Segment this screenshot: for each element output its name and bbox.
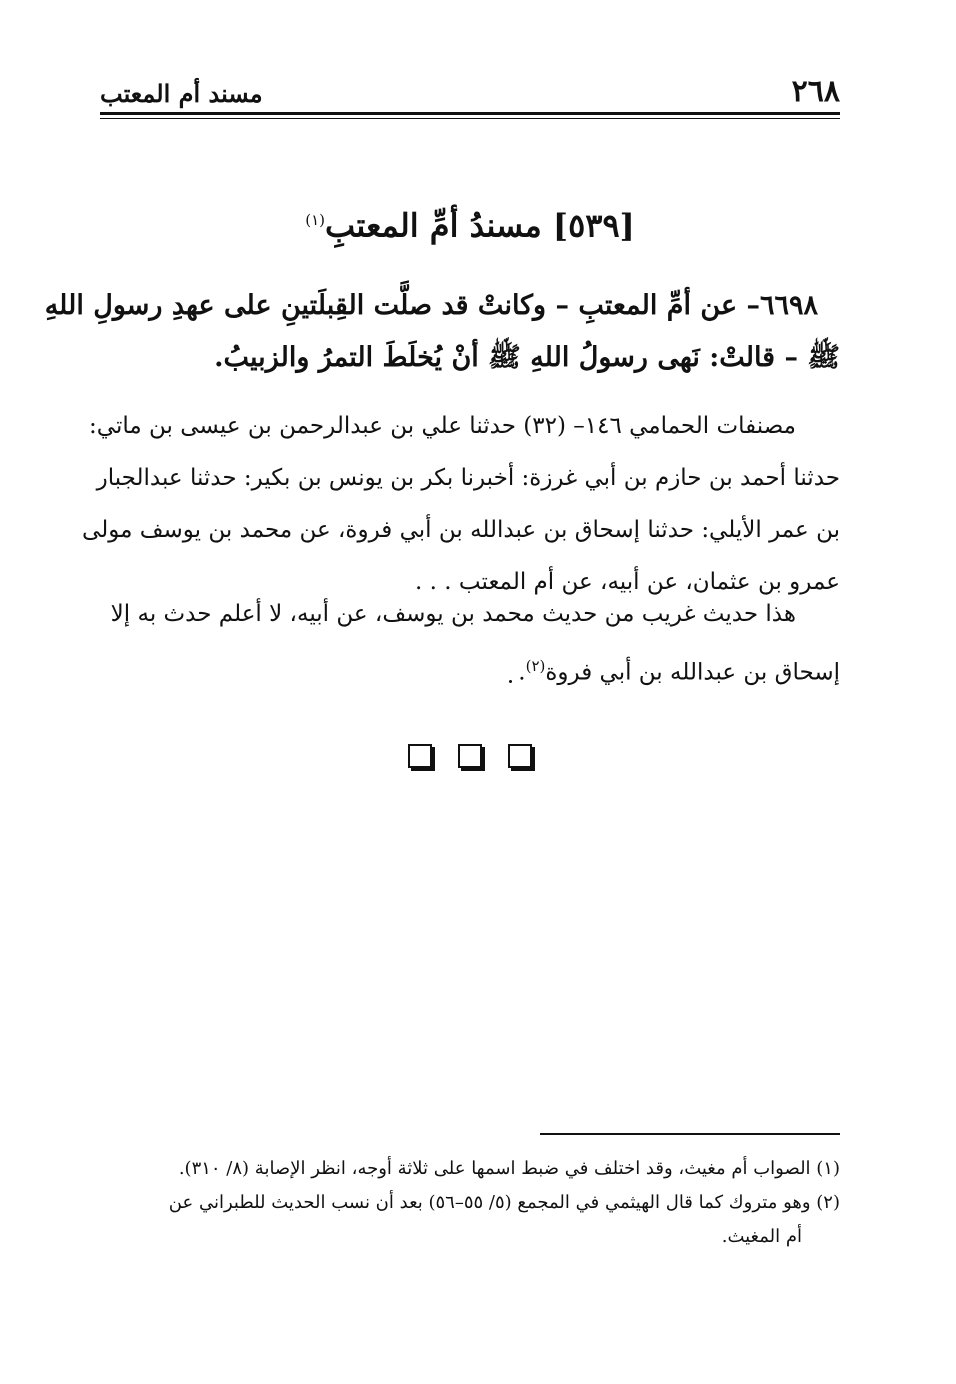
source-chain: [82, 400, 840, 608]
comment-line: [100, 640, 840, 699]
source-line: حدثنا أحمد بن حازم بن أبي غرزة: أخبرنا بكر بن يونس بن بكير: حدثنا عبدالجبار: [96, 465, 840, 491]
header-rule-thick: [100, 112, 840, 115]
footnote-line: (١) الصواب أم مغيث، وقد اختلف في ضبط اسمها على ثلاثة أوجه، انظر الإصابة (٨/ ٣١٠).: [178, 1158, 840, 1179]
section-separator: [100, 744, 840, 772]
footnotes: [100, 1152, 840, 1254]
heading-footnote-marker[interactable]: (١): [305, 211, 325, 229]
comment-line-end: .: [518, 659, 526, 686]
footnote-line: (٢) وهو متروك كما قال الهيثمي في المجمع (٥/ ٥٥–٥٦) بعد أن نسب الحديث للطبراني عن: [168, 1192, 840, 1213]
footnote-line: أم المغيث.: [721, 1226, 802, 1247]
header-rule-thin: [100, 118, 840, 119]
comment-footnote-marker[interactable]: (٢): [525, 657, 546, 675]
hadith-line: ٦٦٩٨– عن أمِّ المعتبِ – وكانتْ قد صلَّت القِبلَتينِ على عهدِ رسولِ اللهِ: [44, 290, 818, 321]
page-number: ٢٦٨: [791, 74, 840, 109]
section-heading: [100, 196, 840, 250]
hadith-line: ﷺ – قالتْ: نَهى رسولُ اللهِ ﷺ أنْ يُخلَطَ التمرُ والزبيبُ.: [214, 342, 840, 373]
separator-square: [508, 744, 532, 768]
source-line: بن عمر الأيلي: حدثنا إسحاق بن عبدالله بن أبي فروة، عن محمد بن يوسف مولى: [82, 517, 840, 543]
source-line: مصنفات الحمامي ١٤٦– (٣٢) حدثنا علي بن عبدالرحمن بن عيسى بن ماتي:: [89, 413, 796, 439]
hadith-text: [44, 280, 840, 384]
stray-dot: [509, 680, 512, 683]
comment-line-text: إسحاق بن عبدالله بن أبي فروة: [545, 659, 840, 686]
separator-square: [408, 744, 432, 768]
running-title: مسند أم المعتب: [100, 79, 263, 108]
source-line: عمرو بن عثمان، عن أبيه، عن أم المعتب . . .: [415, 569, 840, 595]
author-comment: [100, 588, 840, 699]
separator-square: [458, 744, 482, 768]
footnote-rule: [540, 1133, 840, 1135]
comment-line: هذا حديث غريب من حديث محمد بن يوسف، عن أبيه، لا أعلم حدث به إلا: [110, 601, 796, 627]
section-heading-text: [٥٣٩] مسندُ أمِّ المعتبِ: [325, 206, 635, 245]
page-header: [100, 74, 840, 114]
